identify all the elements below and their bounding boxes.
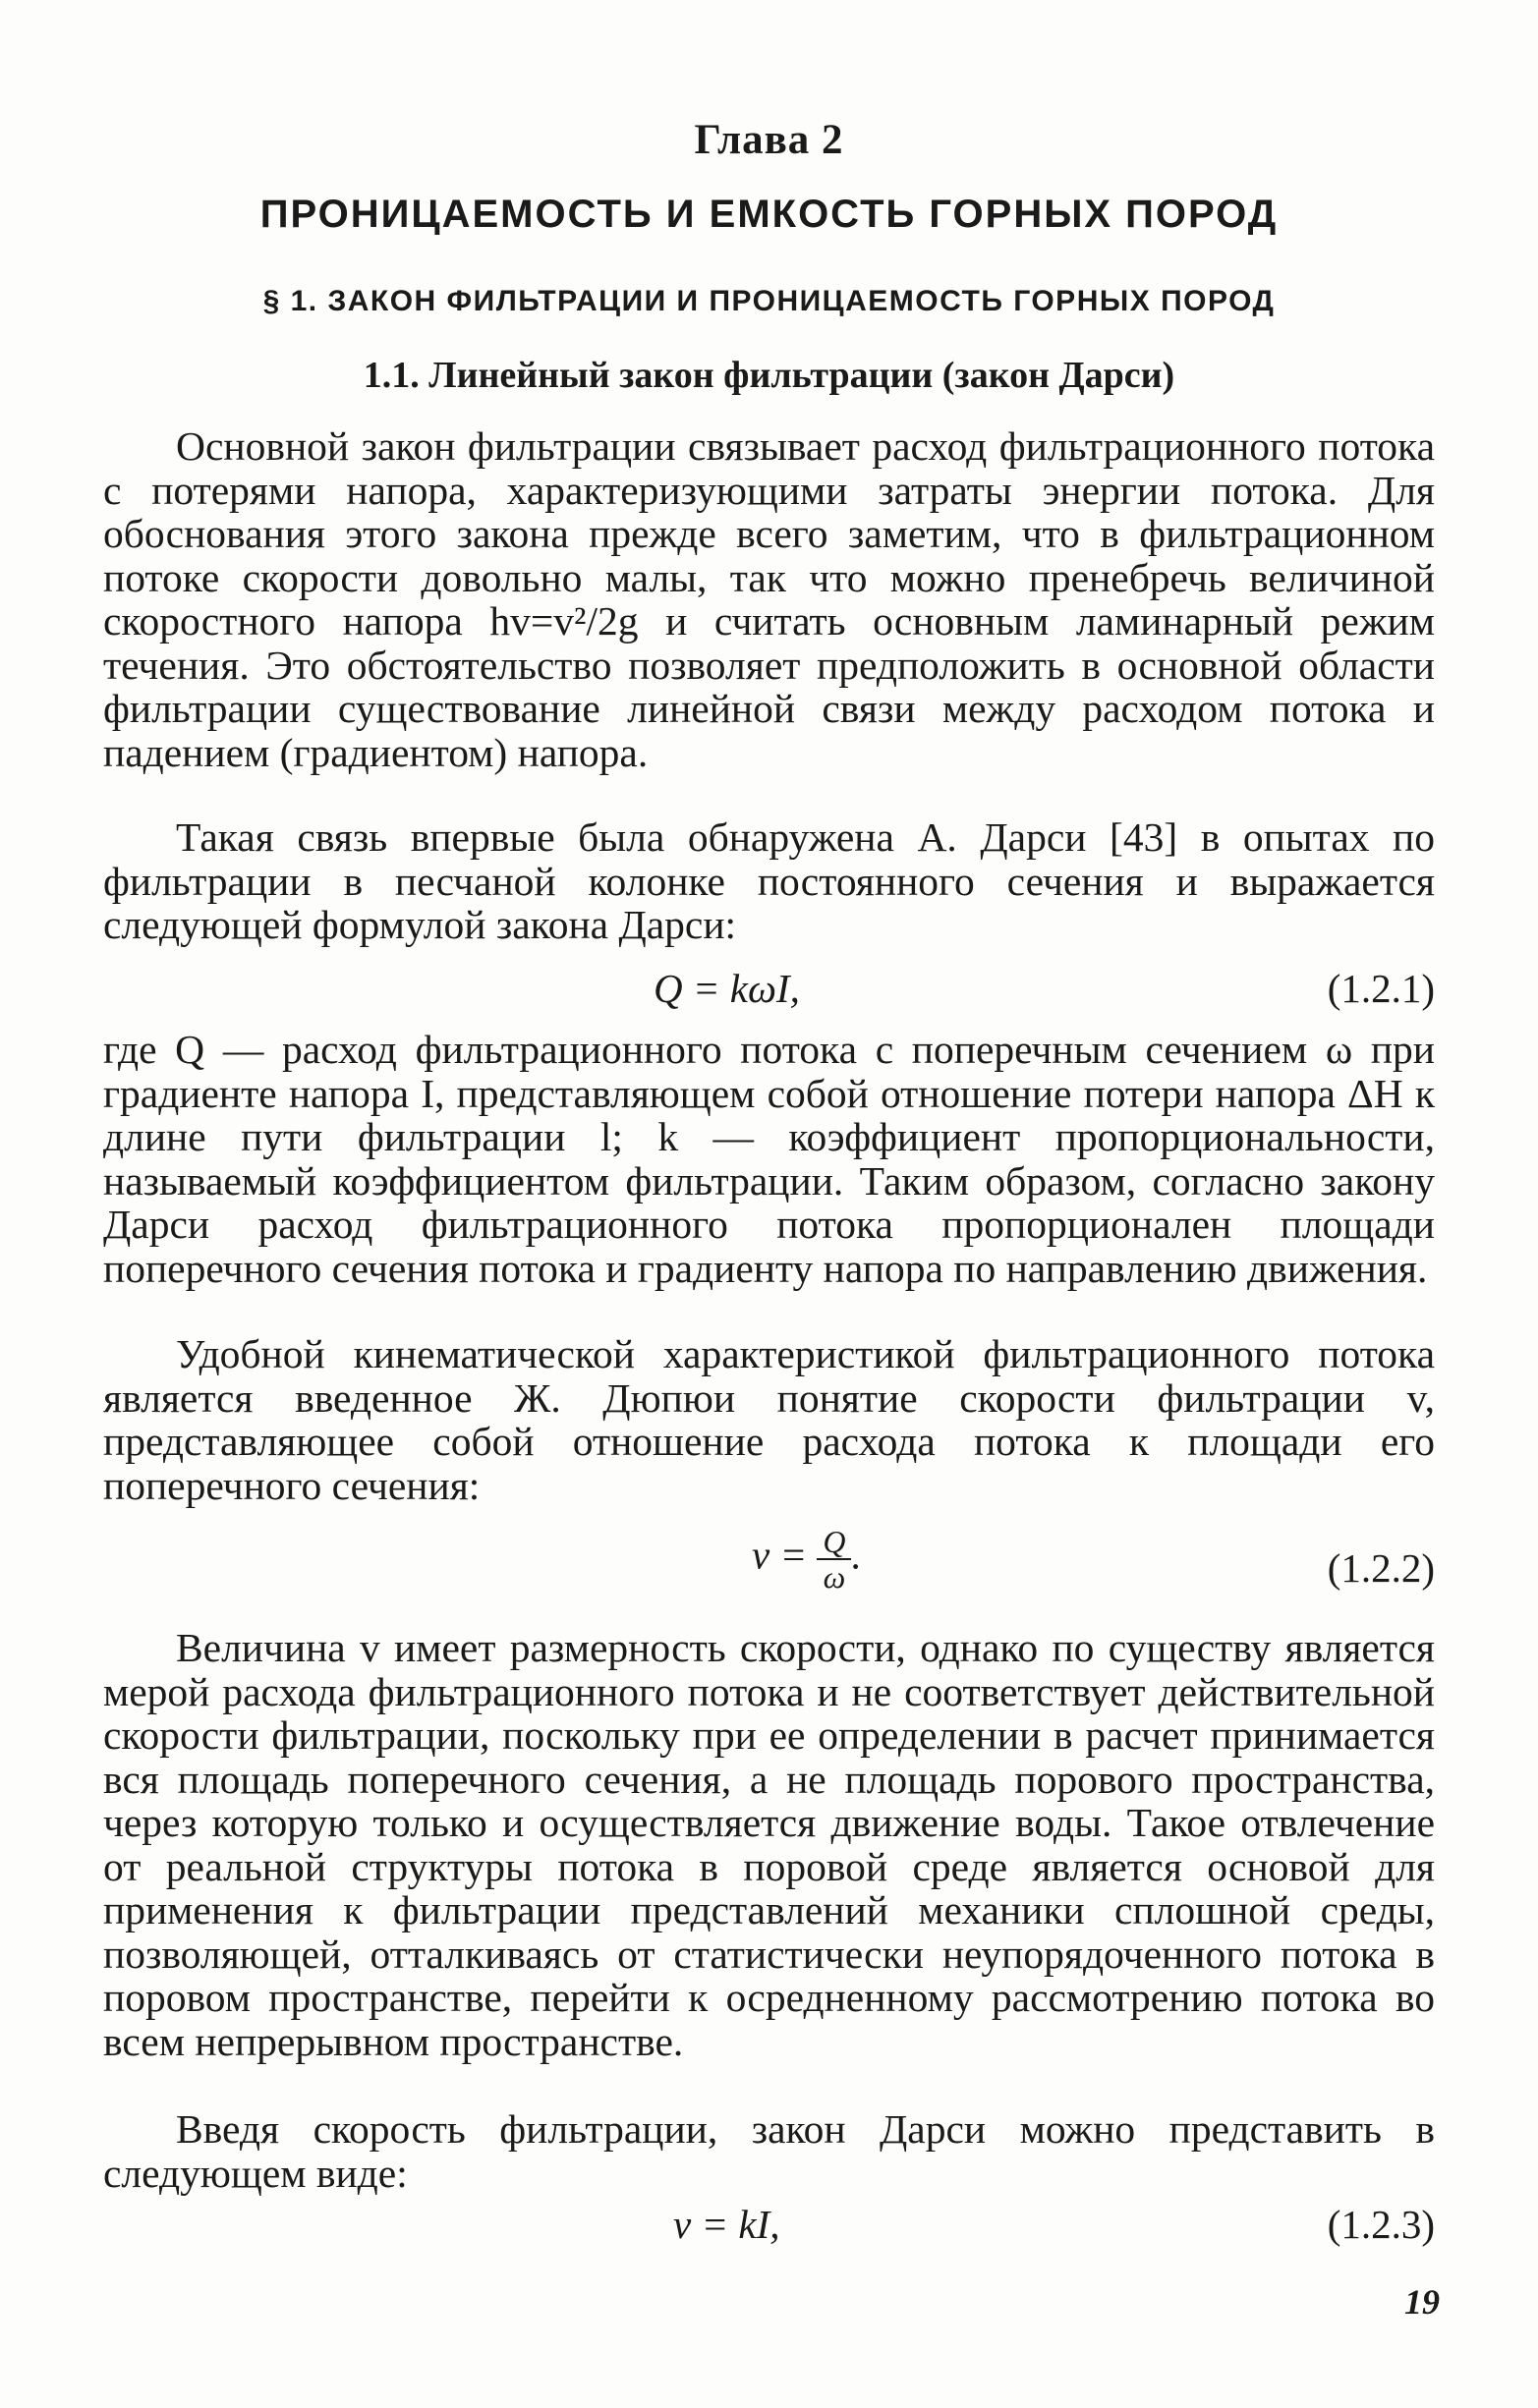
paragraph-block-2 [103, 815, 1435, 947]
equation-expression [752, 1525, 862, 1594]
equation-number: (1.2.3) [1327, 2202, 1435, 2247]
paragraph-block-3 [103, 1028, 1435, 1290]
section-heading: § 1. ЗАКОН ФИЛЬТРАЦИИ И ПРОНИЦАЕМОСТЬ ГОРНЫХ ПОРОД [262, 285, 1276, 317]
paragraph-5: Величина v имеет размерность скорости, однако по существу является мерой расхода фильтрационного потока и не соответствует действительной скорости фильтрации, поскольку при ее определении в расчет принимается вся площадь поперечного сечения, а не площадь порового пространства, через которую только и осуществляется движение воды. Такое отвлечение от реальной структуры потока в поровой среде является основой для применения к фильтрации представлений механики сплошной среды, позволяющей, отталкиваясь от статистически неупорядоченного потока в поровом пространстве, перейти к осредненному рассмотрению потока во всем непрерывном пространстве. [103, 1625, 1435, 2064]
equation-lhs: v = [752, 1532, 808, 1578]
subsection-heading: 1.1. Линейный закон фильтрации (закон Дарси) [363, 355, 1175, 396]
paragraph-6: Введя скорость фильтрации, закон Дарси можно представить в следующем виде: [103, 2106, 1435, 2196]
paragraph-4: Удобной кинематической характеристикой фильтрационного потока является введенное Ж. Дюпюи понятие скорости фильтрации v, представляющее собой отношение расхода потока к площади его поперечного сечения: [103, 1331, 1435, 1508]
fraction-denominator: ω [823, 1559, 846, 1595]
paragraph-block-4 [103, 1332, 1435, 1507]
paragraph-2: Такая связь впервые была обнаружена А. Дарси [43] в опытах по фильтрации в песчаной колонке постоянного сечения и выражается следующей формулой закона Дарси: [103, 814, 1435, 947]
equation-expression: v = kI, [673, 2202, 780, 2247]
equation-number: (1.2.1) [1327, 966, 1435, 1011]
equation-1-2-3 [103, 2201, 1435, 2250]
paragraph-block-6 [103, 2107, 1435, 2195]
equation-1-2-2 [103, 1525, 1435, 1603]
paragraph-1: Основной закон фильтрации связывает расход фильтрационного потока с потерями напора, характеризующими затраты энергии потока. Для обоснования этого закона прежде всего заметим, что в фильтрационном потоке скорости довольно малы, так что можно пренебречь величиной скоростного напора hv=v²/2g и считать основным ламинарный режим течения. Это обстоятельство позволяет предположить в основной области фильтрации существование линейной связи между расходом потока и падением (градиентом) напора. [103, 423, 1435, 775]
equation-expression: Q = kωI, [654, 966, 800, 1011]
chapter-title: ПРОНИЦАЕМОСТЬ И ЕМКОСТЬ ГОРНЫХ ПОРОД [259, 193, 1279, 236]
paragraph-3: где Q — расход фильтрационного потока с поперечным сечением ω при градиенте напора I, представляющем собой отношение потери напора ΔH к длине пути фильтрации l; k — коэффициент пропорциональности, называемый коэффициентом фильтрации. Таким образом, согласно закону Дарси расход фильтрационного потока пропорционален площади поперечного сечения потока и градиенту напора по направлению движения. [103, 1027, 1435, 1291]
page-number: 19 [1404, 2282, 1440, 2322]
chapter-heading: Глава 2 [694, 117, 844, 163]
equation-1-2-1 [103, 965, 1435, 1014]
paragraph-block-5 [103, 1626, 1435, 2063]
equation-tail: . [851, 1532, 862, 1578]
paragraph-block-1 [103, 424, 1435, 774]
fraction [817, 1525, 851, 1594]
fraction-numerator: Q [817, 1525, 851, 1560]
equation-number: (1.2.2) [1327, 1545, 1435, 1591]
